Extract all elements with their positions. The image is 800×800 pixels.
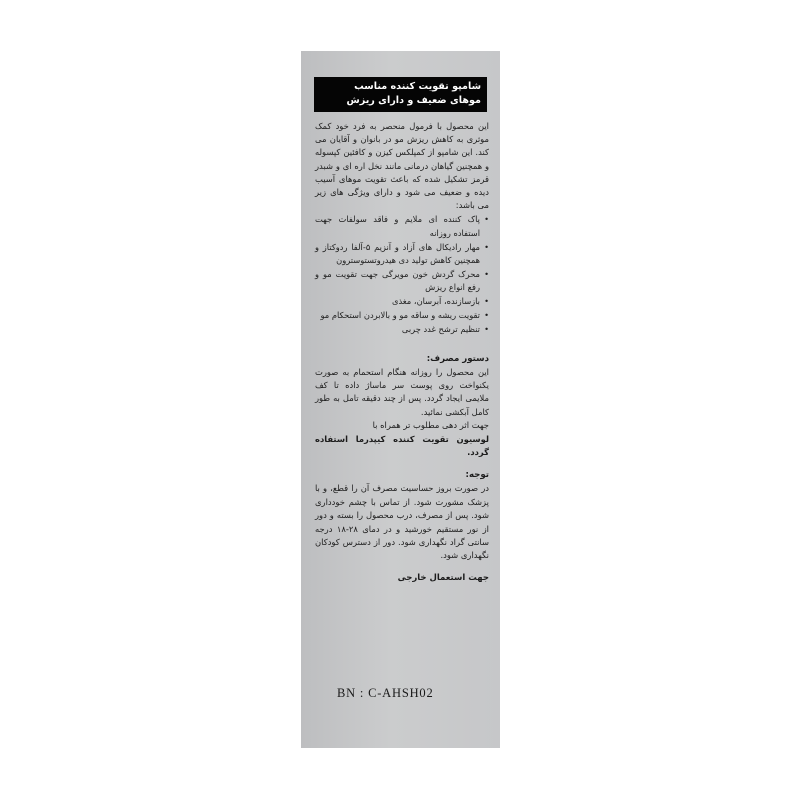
note-text: در صورت بروز حساسیت مصرف آن را قطع، و با پزشک مشورت شود. از تماس با چشم خودداری شود. پس از مصرف، درب محصول را بسته و دور از نور مستقیم خورشید و در دمای ۲۸-۱۸ درجه سانتی گراد نگهداری شود. دور از دسترس کودکان نگهداری شود.: [315, 483, 489, 561]
product-box-panel: [301, 51, 500, 748]
feature-item: • بازسازنده، آبرسان، مغذی: [315, 295, 489, 308]
bullet-icon: •: [484, 269, 489, 280]
features-list: [315, 213, 489, 336]
usage-heading: دستور مصرف:: [426, 353, 489, 364]
feature-item: • تنظیم ترشح غدد چربی: [315, 323, 489, 336]
note-heading: توجه:: [465, 470, 489, 481]
usage-text: این محصول را روزانه هنگام استحمام به صورت یکنواخت روی پوست سر ماساژ داده تا کف ملایمی ایجاد گردد. پس از چند دقیقه تامل به طور کامل آبکشی نمائید.: [315, 366, 489, 417]
usage-text-lotion: لوسیون تقویت کننده کیپدرما استفاده گردد.: [315, 433, 489, 458]
feature-item: • محرک گردش خون مویرگی جهت تقویت مو و رفع انواع ریزش: [315, 269, 489, 293]
external-use-label: جهت استعمال خارجی: [397, 572, 489, 583]
bullet-icon: •: [484, 310, 489, 321]
feature-item: • مهار رادیکال های آزاد و آنزیم ۵-آلفا ردوکتاز و همچنین کاهش تولید دی هیدروتستوسترون: [315, 241, 489, 266]
bullet-icon: •: [484, 214, 489, 225]
label-content: [315, 77, 489, 583]
feature-item: • تقویت ریشه و ساقه مو و بالابردن استحکام مو: [315, 309, 489, 322]
usage-text-combo: جهت اثر دهی مطلوب تر همراه با: [372, 420, 489, 431]
product-title-banner: [314, 77, 487, 112]
bullet-icon: •: [484, 296, 489, 307]
bullet-icon: •: [484, 241, 489, 252]
batch-number: BN : C-AHSH02: [337, 686, 434, 700]
feature-item: • پاک کننده ای ملایم و فاقد سولفات جهت استفاده روزانه: [315, 214, 489, 238]
bullet-icon: •: [484, 324, 489, 335]
intro-paragraph: این محصول با فرمول منحصر به فرد خود کمک موثری به کاهش ریزش مو در بانوان و آقایان می کند. این شامپو از کمپلکس کیزن و کافئین کپسوله و همچنین گیاهان درمانی مانند نخل اره ای و شبدر قرمز تشکیل شده که باعث تقویت موهای آسیب دیده و ضعیف می شود و دارای ویژگی های زیر می باشد:: [315, 121, 489, 211]
title-line-2: موهای ضعیف و دارای ریزش: [346, 95, 481, 106]
title-line-1: شامپو تقویت کننده مناسب: [354, 81, 481, 92]
